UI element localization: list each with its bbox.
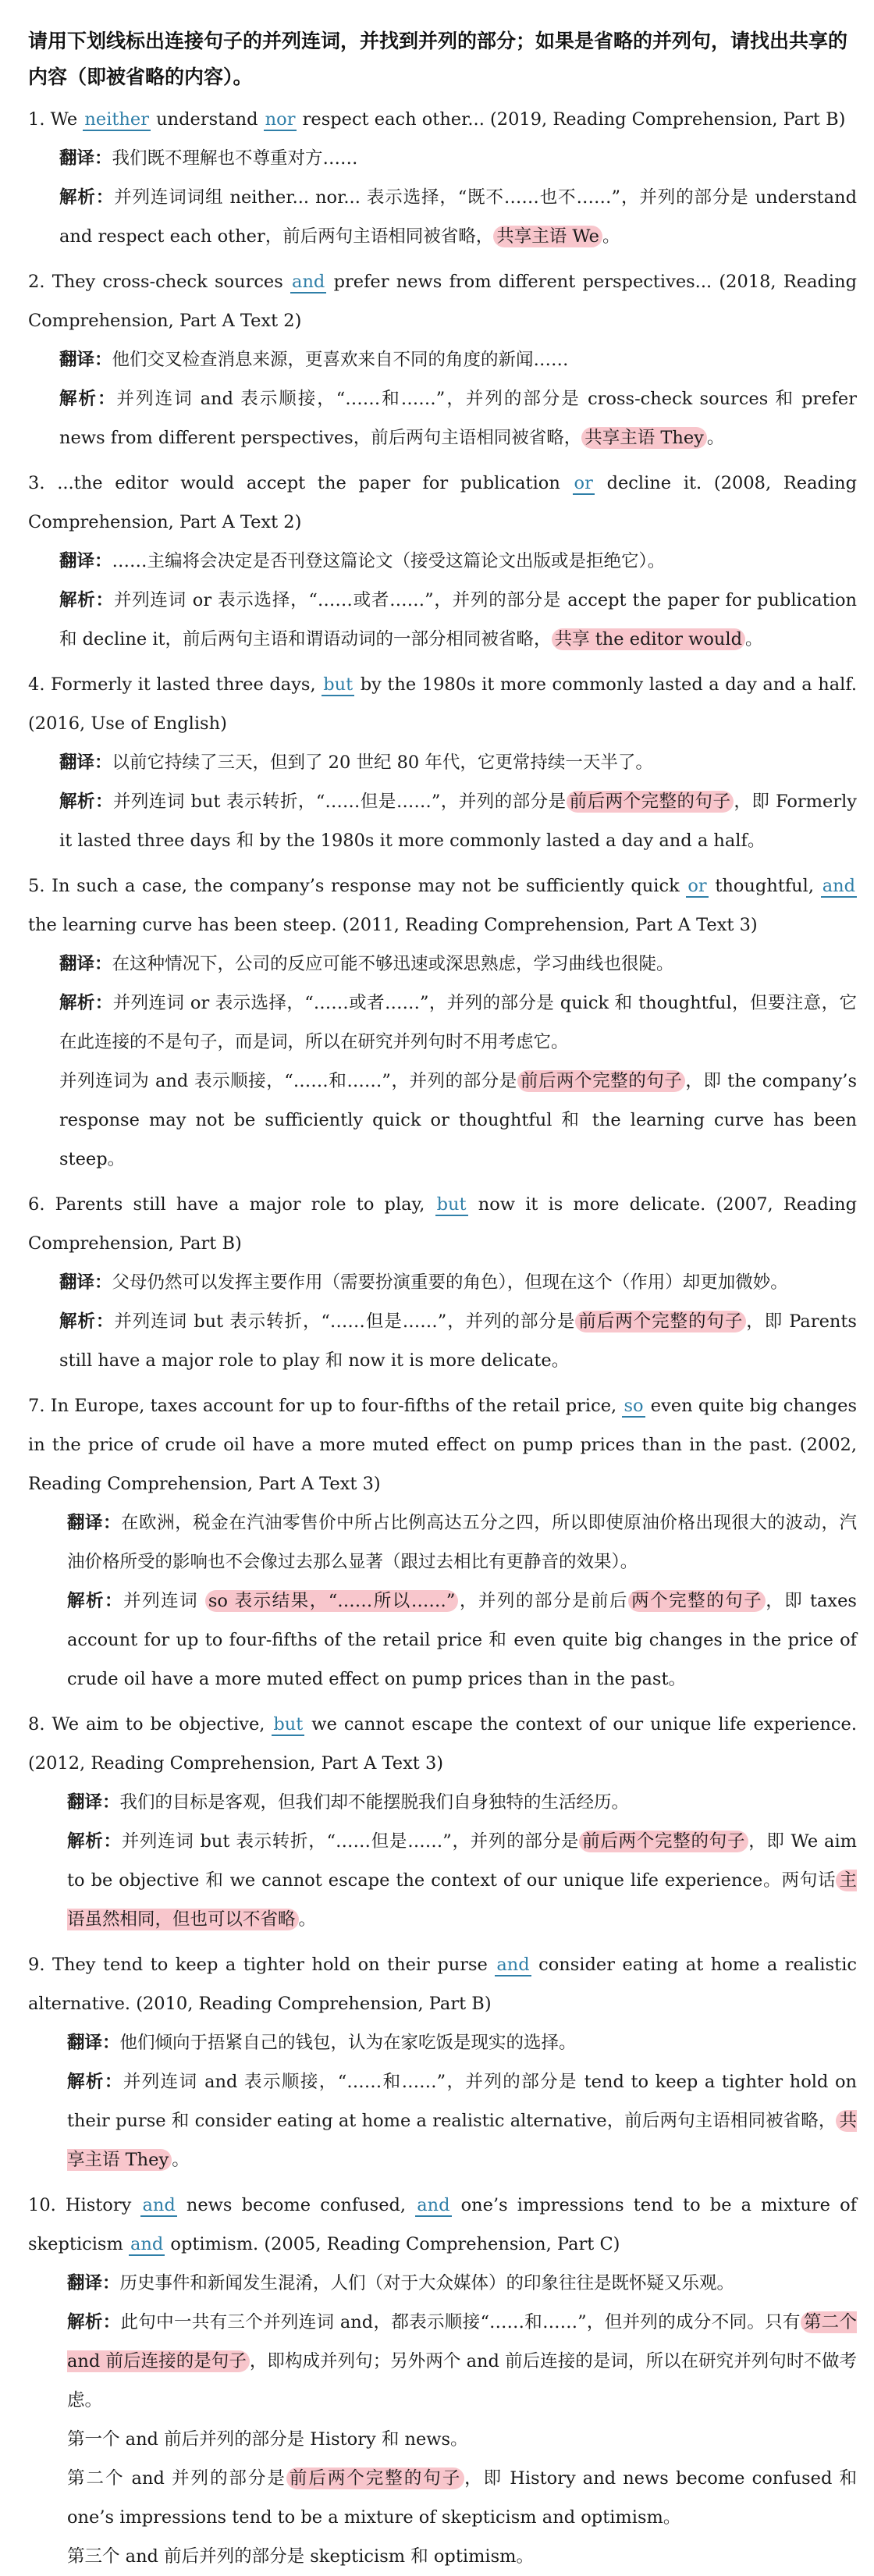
item-number: 2. (28, 272, 45, 292)
highlight: 前后两个完整的句子 (517, 1070, 686, 1092)
conjunction: so (624, 1396, 644, 1416)
highlight: so 表示结果，“……所以……” (205, 1590, 458, 1612)
item-number: 6. (28, 1194, 45, 1215)
analysis: 解析：并列连词 or 表示选择，“……或者……”，并列的部分是 accept the paper for publication 和 decline it，前后两句主语和谓语动词的一部分相同被省略， 共享 the editor would 。 (59, 590, 857, 649)
highlight: 共享主语 They (581, 427, 707, 449)
analysis: 解析：此句中一共有三个并列连词 and，都表示顺接“……和……”，但并列的成分不同。只有 第二个 and 前后连接的是句子 ，即构成并列句；另外两个 and 前后连接的是词，所以在研究并列句时不做考虑。 (67, 2312, 857, 2411)
translation-label: 翻译： (59, 954, 112, 974)
item-number: 10. (28, 2195, 56, 2215)
sentence: 5. In such a case, the company’s response may not be sufficiently quick or thoughtful, and the learning curve has been steep. (2011, Reading Comprehension, Part A Text 3) (28, 876, 855, 935)
conjunction: neither (84, 109, 149, 130)
conjunction: nor (265, 109, 296, 130)
analysis-label: 解析： (59, 389, 117, 409)
translation-label: 翻译： (67, 2033, 120, 2053)
item-number: 4. (28, 674, 45, 695)
conjunction: and (822, 876, 855, 896)
sentence: 3. ...the editor would accept the paper for publication or decline it. (2008, Reading Comprehension, Part A Text 2) (28, 473, 857, 532)
conjunction: or (687, 876, 707, 896)
highlight: 主语虽然相同，但也可以不省略 (67, 1870, 857, 1930)
sentence: 2. They cross-check sources and prefer news from different perspectives... (2018, Reading Comprehension, Part A Text 2) (28, 272, 857, 331)
analysis: 解析：并列连词 or 表示选择，“……或者……”，并列的部分是 quick 和 thoughtful，但要注意，它在此连接的不是句子，而是词，所以在研究并列句时不用考虑它。 (59, 993, 857, 1052)
sentence: 6. Parents still have a major role to play, but now it is more delicate. (2007, Reading Comprehension, Part B) (28, 1194, 858, 1254)
sentence: 7. In Europe, taxes account for up to four-fifths of the retail price, so even quite big changes in the price of crude oil have a more muted effect on pump prices than in the past. (2002, Reading Comprehension, Part A Text 3) (28, 1396, 857, 1494)
exercise-item (28, 665, 857, 860)
item-number: 7. (28, 1396, 45, 1416)
translation-label: 翻译： (67, 1792, 120, 1813)
translation: 翻译：历史事件和新闻发生混淆，人们（对于大众媒体）的印象往往是既怀疑又乐观。 (67, 2273, 735, 2293)
translation: 翻译：父母仍然可以发挥主要作用（需要扮演重要的角色），但现在这个（作用）却更加微妙。 (59, 1272, 788, 1293)
translation: 翻译：我们的目标是客观，但我们却不能摆脱我们自身独特的生活经历。 (67, 1792, 630, 1813)
exercise-item (28, 866, 857, 1179)
exercise-item (28, 1386, 857, 1699)
conjunction: and (496, 1955, 530, 1975)
exercise-item (28, 2186, 857, 2576)
conjunction: or (574, 473, 593, 493)
instruction: 请用下划线标出连接句子的并列连词，并找到并列的部分；如果是省略的并列句，请找出共享的内容（即被省略的内容）。 (28, 30, 848, 88)
sentence: 8. We aim to be objective, but we cannot escape the context of our unique life experience. (2012, Reading Comprehension, Part A Text 3) (28, 1714, 857, 1774)
analysis-label: 解析： (59, 792, 113, 812)
highlight: 共享 the editor would (552, 628, 745, 650)
analysis: 解析：并列连词 but 表示转折，“……但是……”，并列的部分是 前后两个完整的句子 ，即 We aim to be objective 和 we cannot escape the context of our unique life experience。两句话 主语虽然相同，但也可以不省略 。 (67, 1831, 857, 1930)
analysis-label: 解析： (67, 2072, 123, 2092)
highlight: 前后两个完整的句子 (286, 2467, 464, 2489)
sentence: 4. Formerly it lasted three days, but by the 1980s it more commonly lasted a day and a half. (2016, Use of English) (28, 674, 858, 734)
analysis: 解析：并列连词 but 表示转折，“……但是……”，并列的部分是 前后两个完整的句子 ，即 Formerly it lasted three days 和 by the 1980s it more commonly lasted a day and a half。 (59, 792, 857, 851)
analysis: 解析：并列连词 but 表示转折，“……但是……”，并列的部分是 前后两个完整的句子 ，即 Parents still have a major role to play 和 now it is more delicate。 (59, 1311, 857, 1371)
item-number: 5. (28, 876, 45, 896)
exercise-item (28, 100, 857, 256)
highlight: 前后两个完整的句子 (567, 791, 734, 813)
item-number: 9. (28, 1955, 45, 1975)
item-number: 3. (28, 473, 45, 493)
analysis-continued: 并列连词为 and 表示顺接，“……和……”，并列的部分是 前后两个完整的句子 ，即 the company’s response may not be sufficiently quick or thoughtful 和 the learning curve has been steep。 (59, 1071, 857, 1169)
exercise-item (28, 262, 857, 457)
exercise-item (28, 464, 857, 659)
translation-label: 翻译： (59, 1272, 112, 1293)
highlight: 共享主语 We (493, 226, 602, 247)
translation: 翻译：他们倾向于捂紧自己的钱包，认为在家吃饭是现实的选择。 (67, 2033, 577, 2053)
translation: 翻译：以前它持续了三天，但到了 20 世纪 80 年代，它更常持续一天半了。 (59, 753, 653, 773)
conjunction: and (142, 2195, 176, 2215)
analysis-continued: 第三个 and 前后并列的部分是 skepticism 和 optimism。 (67, 2546, 534, 2567)
analysis: 解析：并列连词词组 neither... nor... 表示选择，“既不……也不……”，并列的部分是 understand and respect each other，前后两句主语相同被省略， 共享主语 We 。 (59, 187, 857, 247)
item-number: 8. (28, 1714, 45, 1735)
analysis: 解析：并列连词 and 表示顺接，“……和……”，并列的部分是 tend to keep a tighter hold on their purse 和 consider eating at home a realistic alternative，前后两句主语相同被省略， 共享主语 They 。 (67, 2072, 857, 2170)
highlight: 两个完整的句子 (628, 1590, 766, 1612)
highlight: 共享主语 They (67, 2111, 857, 2170)
sentence: 10. History and news become confused, and one’s impressions tend to be a mixture of skepticism and optimism. (2005, Reading Comprehension, Part C) (28, 2195, 857, 2254)
translation-label: 翻译： (67, 1513, 122, 1533)
sentence: 1. We neither understand nor respect each other... (2019, Reading Comprehension, Part B) (28, 109, 846, 130)
translation: 翻译：我们既不理解也不尊重对方…… (59, 148, 358, 169)
exercise-item (28, 1705, 857, 1939)
analysis-continued: 第一个 and 前后并列的部分是 History 和 news。 (67, 2429, 468, 2450)
translation: 翻译：……主编将会决定是否刊登这篇论文（接受这篇论文出版或是拒绝它）。 (59, 551, 666, 571)
exercise-item (28, 1185, 857, 1380)
translation-label: 翻译： (59, 753, 112, 773)
highlight: 第二个 and 前后连接的是句子 (67, 2312, 857, 2371)
sentence: 9. They tend to keep a tighter hold on their purse and consider eating at home a realistic alternative. (2010, Reading Comprehension, Part B) (28, 1955, 858, 2014)
translation: 翻译：在这种情况下，公司的反应可能不够迅速或深思熟虑，学习曲线也很陡。 (59, 954, 674, 974)
analysis-label: 解析： (59, 1311, 115, 1332)
exercise-item (28, 1945, 857, 2179)
analysis: 解析：并列连词 and 表示顺接，“……和……”，并列的部分是 cross-check sources 和 prefer news from different perspectives，前后两句主语相同被省略， 共享主语 They 。 (59, 389, 857, 448)
conjunction: and (130, 2234, 164, 2254)
analysis: 解析：并列连词 so 表示结果，“……所以……” ，并列的部分是前后 两个完整的句子 ，即 taxes account for up to four-fifths of the retail price 和 even quite big changes in the price of crude oil have a more muted effect on pump prices than in the past。 (67, 1591, 857, 1689)
translation: 翻译：在欧洲，税金在汽油零售价中所占比例高达五分之四，所以即使原油价格出现很大的波动，汽油价格所受的影响也不会像过去那么显著（跟过去相比有更静音的效果）。 (67, 1513, 857, 1572)
conjunction: but (323, 674, 354, 695)
translation-label: 翻译： (59, 148, 112, 169)
translation-label: 翻译： (67, 2273, 120, 2293)
conjunction: and (292, 272, 325, 292)
highlight: 前后两个完整的句子 (575, 1311, 746, 1332)
conjunction: and (417, 2195, 450, 2215)
translation-label: 翻译： (59, 350, 112, 370)
analysis-label: 解析： (59, 993, 113, 1013)
conjunction: but (273, 1714, 304, 1735)
analysis-label: 解析： (59, 590, 114, 610)
highlight: 前后两个完整的句子 (579, 1831, 748, 1852)
item-number: 1. (28, 109, 45, 130)
conjunction: but (436, 1194, 467, 1215)
analysis-continued: 第二个 and 并列的部分是 前后两个完整的句子 ，即 History and news become confused 和 one’s impressions tend to be a mixture of skepticism and optimism。 (67, 2468, 857, 2528)
analysis-label: 解析： (59, 187, 115, 208)
analysis-label: 解析： (67, 1831, 122, 1852)
translation-label: 翻译： (59, 551, 112, 571)
analysis-label: 解析： (67, 2312, 121, 2332)
translation: 翻译：他们交叉检查消息来源，更喜欢来自不同的角度的新闻…… (59, 350, 569, 370)
analysis-label: 解析： (67, 1591, 124, 1611)
